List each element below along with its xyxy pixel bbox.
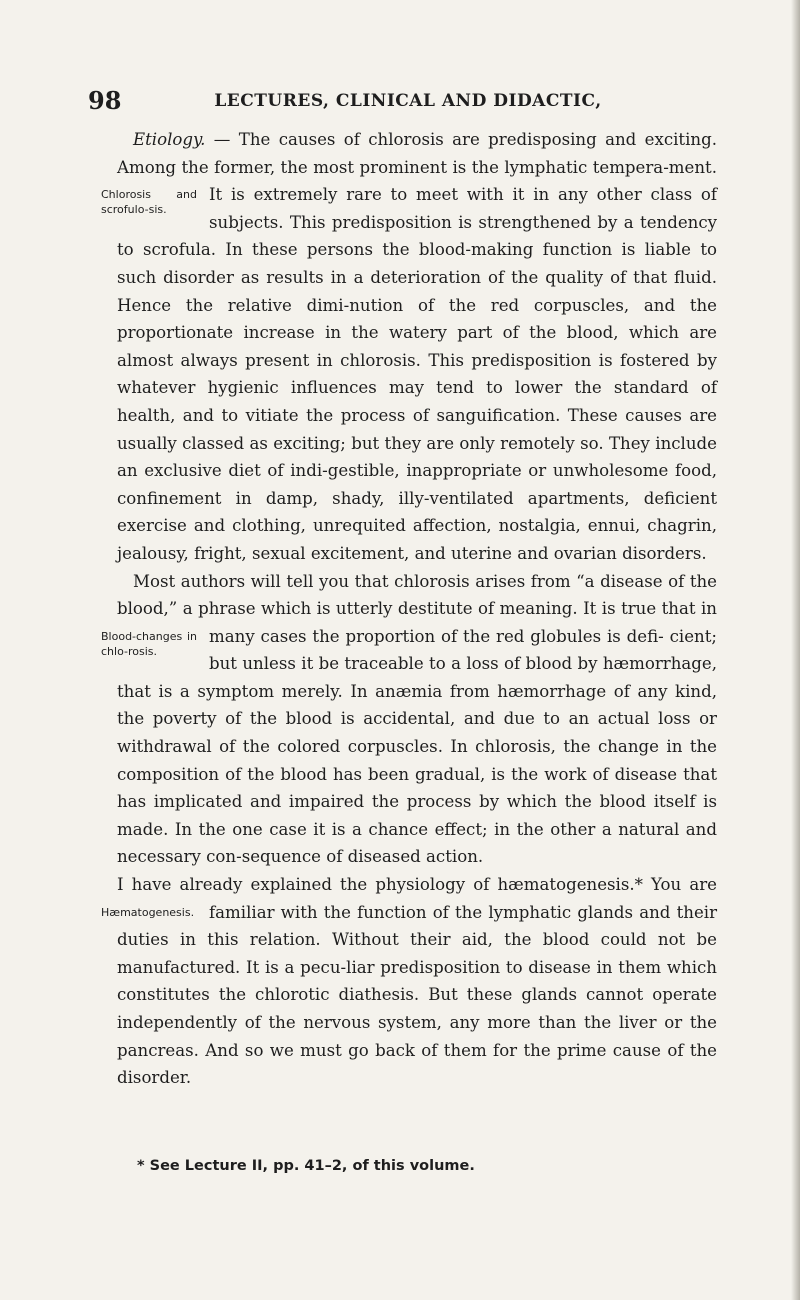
- paragraph-text: cient; but unless it be traceable to a loss of blood by hæmorrhage, that is a symptom merely. In anæmia from hæmorrhage of any kind, the poverty of the blood is accidental, and due to an actual loss or withdrawal of the colored corpuscles. In chlorosis, the change in the composition of the blood has been gradual, is the work of disease that has implicated and impaired the process by which the blood itself is made. In the one case it is a chance effect; in the other a natural and necessary con-sequence of diseased action.: [117, 626, 717, 867]
- paragraph-haematogenesis: [101, 871, 717, 1092]
- paragraph-text: duties in this relation. Without their aid, the blood could not be manufactured. It is a pecu-liar predisposition to disease in them which constitutes the chlorotic diathesis. But these glands cannot operate independently of the nervous system, any more than the liver or the pancreas. And so we must go back of them for the prime cause of the disorder.: [117, 930, 717, 1088]
- page-edge-shadow: [791, 0, 800, 1300]
- section-lead: Etiology.: [133, 130, 206, 149]
- paragraph-text: subjects. This predisposition is strengthened by a tendency to scrofula. In these persons the blood-making function is liable to such disorder as results in a deterioration of the quality of that fluid. Hence the relative dimi-nution of the red corpuscles, and the proportionate increase in the watery part of the blood, which are almost always present in chlorosis. This predisposition is fostered by whatever hygienic influences may tend to lower the standard of health, and to vitiate the process of sanguification. These causes are usually classed as exciting; but they are only remotely so. They include an exclusive diet of indi-gestible, inappropriate or unwholesome food, confinement in damp, shady, illy-ventilated apartments, deficient exercise and clothing, unrequited affection, nostalgia, ennui, chagrin, jealousy, fright, sexual excitement, and uterine and ovarian disorders.: [117, 212, 717, 563]
- paragraph-text: I have already explained the physiology of hæmatogenesis.* You are familiar with the function of the lymphatic glands and their: [117, 875, 717, 922]
- page-number: 98: [88, 86, 122, 115]
- margin-note-chlorosis-scrofulosis: Chlorosis and scrofulo-sis.: [101, 188, 197, 217]
- margin-note-blood-changes: Blood-changes in chlo-rosis.: [101, 629, 197, 658]
- body-text: [101, 126, 717, 1092]
- paragraph-text: Most authors will tell you that chlorosis arises from “a disease of the blood,” a phrase which is utterly destitute of meaning. It is true that in many cases the proportion of the red globules is defi-: [117, 571, 717, 646]
- paragraph-blood-changes: [101, 568, 717, 872]
- paragraph-etiology: [101, 126, 717, 568]
- running-title: LECTURES, CLINICAL AND DIDACTIC,: [214, 91, 602, 111]
- footnote: * See Lecture II, pp. 41–2, of this volume.: [137, 1158, 475, 1174]
- margin-note-haematogenesis: Hæmatogenesis.: [101, 905, 195, 919]
- page-header: [88, 86, 728, 116]
- paragraph-text: — The causes of chlorosis are predisposing and exciting. Among the former, the most prominent is the lymphatic tempera-ment. It is extremely rare to meet with it in any other class of: [117, 130, 717, 205]
